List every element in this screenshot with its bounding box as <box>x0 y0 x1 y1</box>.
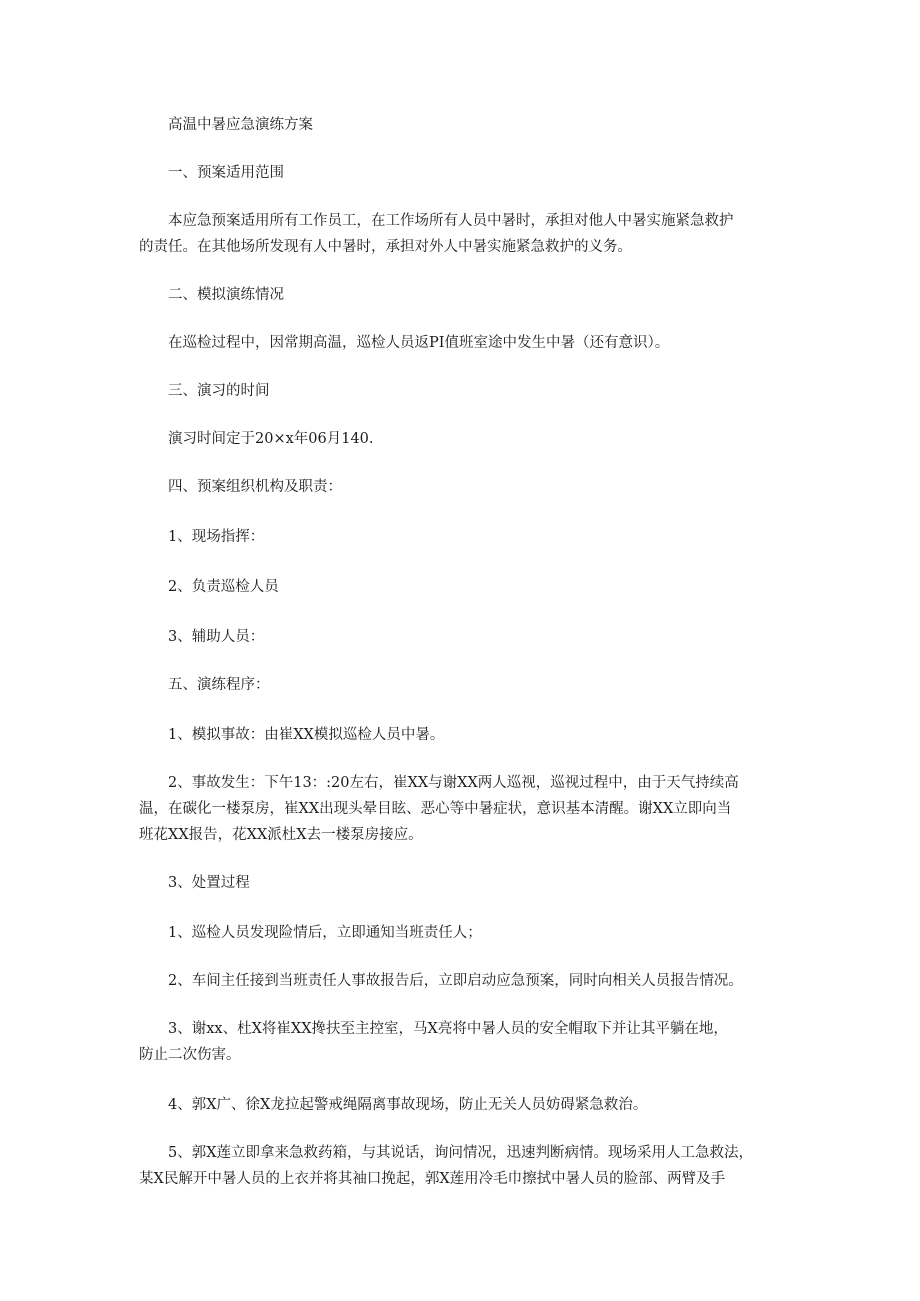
section-2-heading: 二、模拟演练情况 <box>168 287 284 303</box>
procedure-step-5-line-2: 某X民解开中暑人员的上衣并将其袖口挽起，郭X莲用冷毛巾擦拭中暑人员的脸部、两臂及手 <box>139 1171 726 1187</box>
section-1-heading: 一、预案适用范围 <box>168 165 284 181</box>
section-5-item-3: 3、处置过程 <box>168 875 250 891</box>
procedure-step-1: 1、巡检人员发现险情后，立即通知当班责任人； <box>168 925 482 941</box>
section-4-item-2: 2、负责巡检人员 <box>168 579 279 595</box>
section-3-heading: 三、演习的时间 <box>168 383 270 399</box>
procedure-step-4: 4、郭X广、徐X龙拉起警戒绳隔离事故现场，防止无关人员妨碍紧急救治。 <box>168 1097 648 1113</box>
document-title: 高温中暑应急演练方案 <box>168 117 313 133</box>
section-5-item-2-line-3: 班花XX报告，花XX派杜X去一楼泵房接应。 <box>139 827 423 843</box>
procedure-step-3-line-2: 防止二次伤害。 <box>139 1047 241 1063</box>
section-5-item-2-line-2: 温，在碳化一楼泵房，崔XX出现头晕目眩、恶心等中暑症状，意识基本清醒。谢XX立即向当 <box>139 801 732 817</box>
section-4-item-3: 3、辅助人员： <box>168 629 265 645</box>
section-4-item-1: 1、现场指挥： <box>168 529 265 545</box>
section-2-paragraph: 在巡检过程中，因常期高温，巡检人员返PI值班室途中发生中暑（还有意识）。 <box>168 335 670 351</box>
procedure-step-3-line-1: 3、谢xx、杜X将崔XX搀扶至主控室，马X亮将中暑人员的安全帽取下并让其平躺在地， <box>168 1021 728 1037</box>
section-5-item-2-line-1: 2、事故发生：下午13：:20左右，崔XX与谢XX两人巡视，巡视过程中，由于天气持续高 <box>168 775 739 791</box>
section-3-paragraph: 演习时间定于20×x年06月140. <box>168 431 374 447</box>
procedure-step-2: 2、车间主任接到当班责任人事故报告后，立即启动应急预案，同时向相关人员报告情况。 <box>168 973 743 989</box>
section-5-item-1: 1、模拟事故：由崔XX模拟巡检人员中暑。 <box>168 727 445 743</box>
section-1-paragraph-line-2: 的责任。在其他场所发现有人中暑时，承担对外人中暑实施紧急救护的义务。 <box>139 239 632 255</box>
section-4-heading: 四、预案组织机构及职责： <box>168 479 342 495</box>
section-1-paragraph-line-1: 本应急预案适用所有工作员工，在工作场所有人员中暑时，承担对他人中暑实施紧急救护 <box>168 213 734 229</box>
section-5-heading: 五、演练程序： <box>168 677 270 693</box>
procedure-step-5-line-1: 5、郭X莲立即拿来急救药箱，与其说话，询问情况，迅速判断病情。现场采用人工急救法， <box>168 1145 754 1161</box>
